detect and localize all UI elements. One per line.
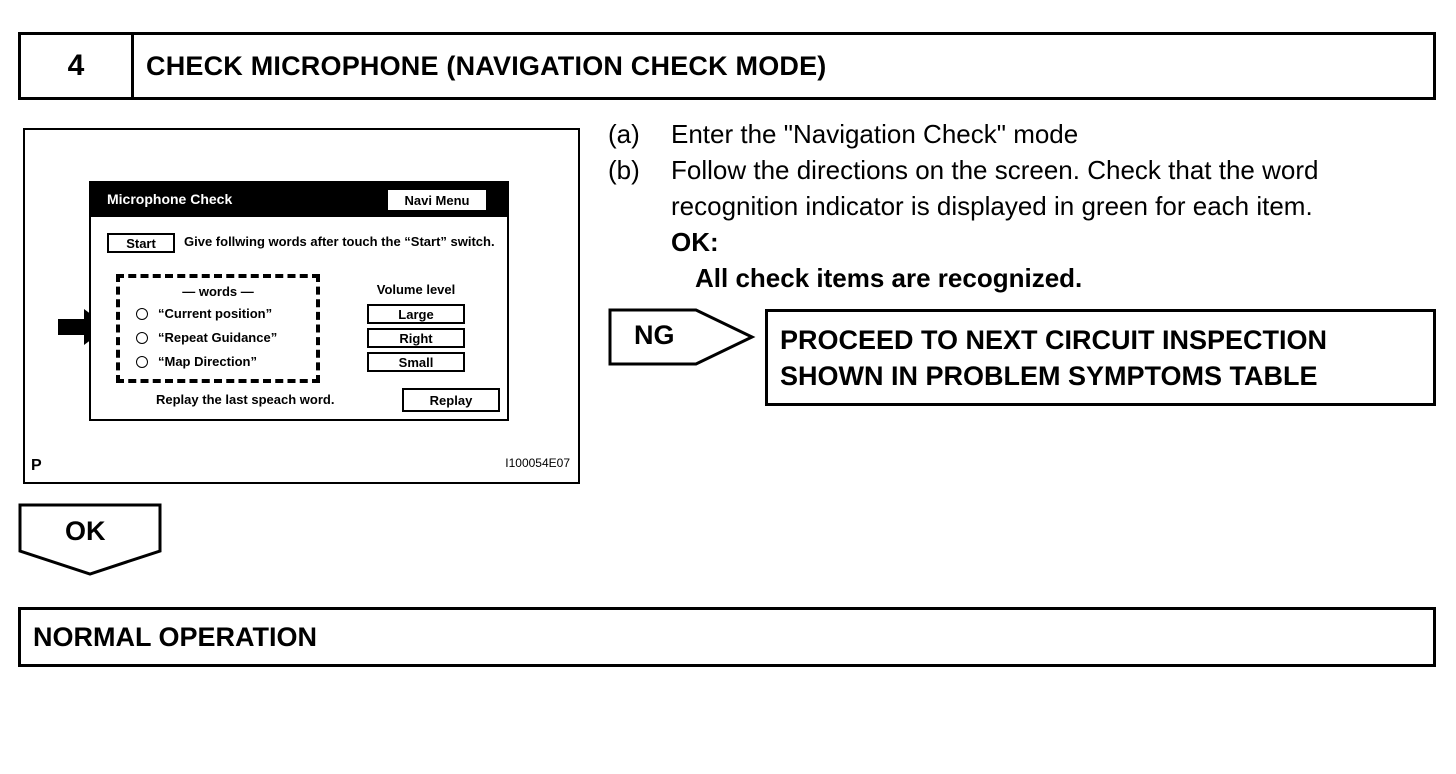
word-item[interactable] <box>136 306 272 321</box>
volume-small-button[interactable]: Small <box>367 352 465 372</box>
word-label: “Current position” <box>158 306 273 321</box>
ng-label: NG <box>634 320 675 350</box>
instruction-b <box>608 152 1448 224</box>
illustration-code: I100054E07 <box>505 456 570 470</box>
instruction-a-text: Enter the "Navigation Check" mode <box>671 119 1079 149</box>
radio-indicator-icon <box>136 356 148 368</box>
word-item[interactable] <box>136 354 257 369</box>
screen-title: Microphone Check <box>107 191 233 207</box>
volume-right-button[interactable]: Right <box>367 328 465 348</box>
instruction-a-marker: (a) <box>608 119 640 149</box>
radio-indicator-icon <box>136 308 148 320</box>
normal-operation-box: NORMAL OPERATION <box>18 607 1436 667</box>
step-number: 4 <box>21 35 134 97</box>
volume-large-button[interactable]: Large <box>367 304 465 324</box>
microphone-check-screen <box>89 181 509 421</box>
instruction-b-marker: (b) <box>608 155 640 185</box>
instruction-a <box>608 116 1448 152</box>
microphone-check-illustration <box>23 128 580 484</box>
instructions <box>608 116 1448 296</box>
volume-level-label: Volume level <box>376 282 456 297</box>
ok-condition-text: All check items are recognized. <box>695 263 1083 293</box>
illustration-letter: P <box>31 457 42 474</box>
ng-arrow-icon <box>608 308 756 366</box>
start-button[interactable]: Start <box>107 233 175 253</box>
words-list-box <box>116 274 320 383</box>
words-header: — words — <box>182 284 254 299</box>
replay-description: Replay the last speach word. <box>156 392 335 407</box>
word-label: “Repeat Guidance” <box>158 330 278 345</box>
ok-label: OK <box>65 516 106 546</box>
screen-instruction: Give follwing words after touch the “Start” switch. <box>184 234 495 249</box>
radio-indicator-icon <box>136 332 148 344</box>
ng-result-box: PROCEED TO NEXT CIRCUIT INSPECTION SHOWN IN PROBLEM SYMPTOMS TABLE <box>765 309 1436 406</box>
replay-button[interactable]: Replay <box>402 388 500 412</box>
instruction-b-text: Follow the directions on the screen. Check that the word recognition indicator is displayed in green for each item. <box>671 155 1319 221</box>
word-label: “Map Direction” <box>158 354 257 369</box>
navi-menu-button[interactable]: Navi Menu <box>387 189 487 211</box>
word-item[interactable] <box>136 330 277 345</box>
step-header <box>18 32 1436 100</box>
ok-condition-label: OK: <box>671 227 719 257</box>
screen-title-bar <box>91 183 507 217</box>
step-title: CHECK MICROPHONE (NAVIGATION CHECK MODE) <box>146 50 827 81</box>
